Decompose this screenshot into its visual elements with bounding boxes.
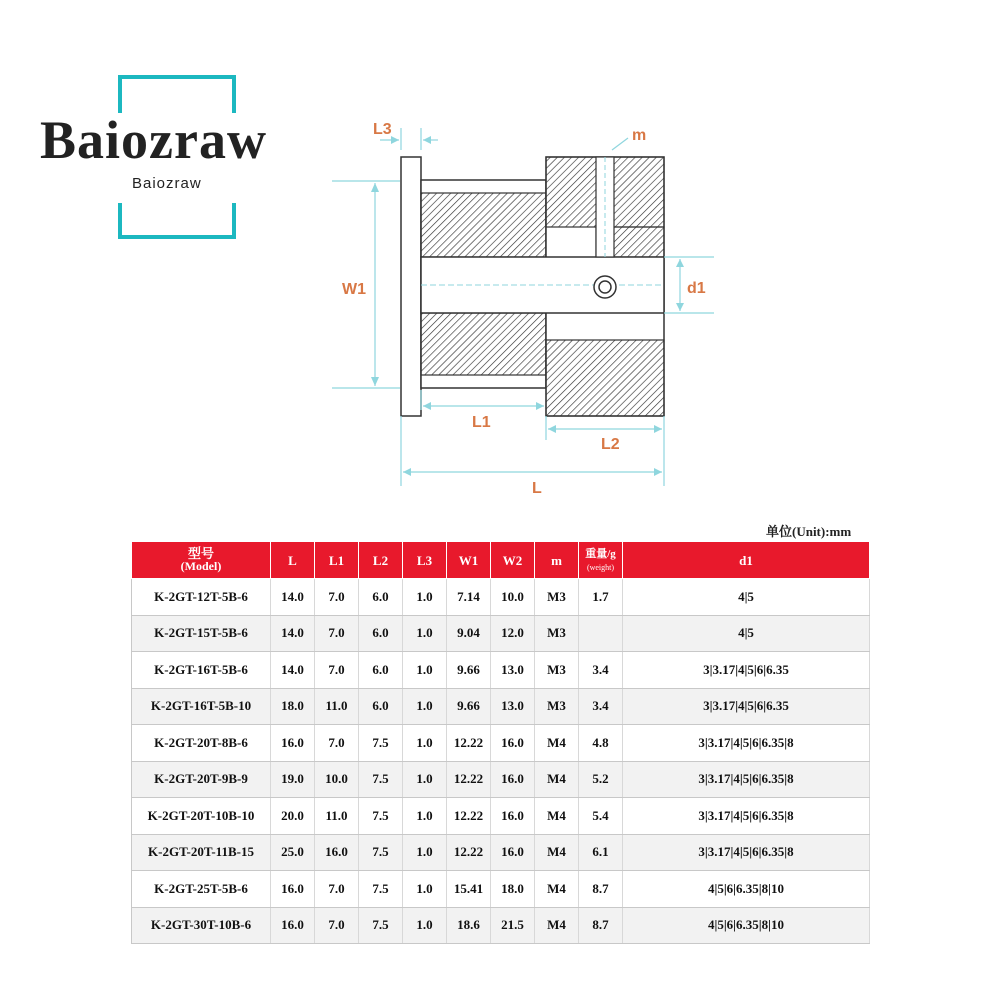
- cell-w1: 9.66: [447, 688, 491, 725]
- cell-l3: 1.0: [403, 688, 447, 725]
- cell-l3: 1.0: [403, 798, 447, 835]
- header-weight-en: (weight): [586, 563, 615, 572]
- col-header-weight: [579, 542, 623, 579]
- cell-l: 14.0: [271, 579, 315, 616]
- cell-m: M4: [535, 871, 579, 908]
- cell-l2: 7.5: [359, 871, 403, 908]
- cell-w2: 18.0: [491, 871, 535, 908]
- cell-l: 20.0: [271, 798, 315, 835]
- dim-label-l3: L3: [373, 121, 392, 138]
- cell-m: M3: [535, 615, 579, 652]
- cell-l1: 7.0: [315, 615, 359, 652]
- cell-l: 16.0: [271, 725, 315, 762]
- table-row: [132, 871, 870, 908]
- cell-model: K-2GT-20T-10B-10: [132, 798, 271, 835]
- cell-w1: 12.22: [447, 761, 491, 798]
- cell-l1: 7.0: [315, 579, 359, 616]
- table-row: [132, 761, 870, 798]
- cell-model: K-2GT-16T-5B-10: [132, 688, 271, 725]
- cell-m: M4: [535, 725, 579, 762]
- header-weight-cn: 重量/g: [585, 548, 616, 560]
- cell-l2: 6.0: [359, 615, 403, 652]
- cell-model: K-2GT-15T-5B-6: [132, 615, 271, 652]
- cell-model: K-2GT-25T-5B-6: [132, 871, 271, 908]
- cell-l3: 1.0: [403, 871, 447, 908]
- cell-l3: 1.0: [403, 907, 447, 944]
- cell-l2: 7.5: [359, 761, 403, 798]
- cell-w2: 16.0: [491, 798, 535, 835]
- cell-l1: 7.0: [315, 652, 359, 689]
- header-model-en: (Model): [180, 559, 222, 573]
- table-row: [132, 907, 870, 944]
- spec-table-body: [132, 579, 870, 944]
- cell-l3: 1.0: [403, 725, 447, 762]
- cell-w2: 12.0: [491, 615, 535, 652]
- unit-label: 单位(Unit):mm: [766, 524, 852, 539]
- cell-w1: 9.04: [447, 615, 491, 652]
- brand-name: Baiozraw: [40, 110, 267, 170]
- cell-d1: 4|5|6|6.35|8|10: [623, 871, 870, 908]
- cell-l2: 6.0: [359, 652, 403, 689]
- cell-l3: 1.0: [403, 579, 447, 616]
- brand-tagline: Baiozraw: [132, 175, 202, 192]
- cell-w2: 13.0: [491, 652, 535, 689]
- cell-l1: 7.0: [315, 725, 359, 762]
- cell-d1: 4|5|6|6.35|8|10: [623, 907, 870, 944]
- cell-w2: 16.0: [491, 761, 535, 798]
- cell-l2: 7.5: [359, 834, 403, 871]
- table-row: [132, 725, 870, 762]
- pulley-drawing: [320, 110, 740, 495]
- col-header-w1: W1: [447, 542, 491, 579]
- cell-w2: 21.5: [491, 907, 535, 944]
- dim-label-l1: L1: [472, 414, 491, 431]
- cell-l: 14.0: [271, 615, 315, 652]
- cell-w1: 12.22: [447, 834, 491, 871]
- table-row: [132, 652, 870, 689]
- cell-l3: 1.0: [403, 834, 447, 871]
- col-header-m: m: [535, 542, 579, 579]
- cell-weight: 8.7: [579, 871, 623, 908]
- cell-l: 18.0: [271, 688, 315, 725]
- cell-weight: 5.4: [579, 798, 623, 835]
- cell-weight: 5.2: [579, 761, 623, 798]
- col-header-l1: L1: [315, 542, 359, 579]
- cell-l1: 7.0: [315, 907, 359, 944]
- col-header-d1: d1: [623, 542, 870, 579]
- cell-model: K-2GT-20T-11B-15: [132, 834, 271, 871]
- table-row: [132, 798, 870, 835]
- flange-plate: [401, 157, 421, 416]
- cell-l: 16.0: [271, 871, 315, 908]
- col-header-l2: L2: [359, 542, 403, 579]
- cell-d1: 3|3.17|4|5|6|6.35|8: [623, 725, 870, 762]
- table-row: [132, 615, 870, 652]
- cell-w1: 12.22: [447, 798, 491, 835]
- cell-l1: 10.0: [315, 761, 359, 798]
- cell-l2: 6.0: [359, 579, 403, 616]
- dim-label-w1: W1: [342, 281, 366, 298]
- cell-l1: 7.0: [315, 871, 359, 908]
- cell-l1: 16.0: [315, 834, 359, 871]
- cell-m: M3: [535, 652, 579, 689]
- cell-l2: 7.5: [359, 907, 403, 944]
- cell-l: 14.0: [271, 652, 315, 689]
- cell-model: K-2GT-16T-5B-6: [132, 652, 271, 689]
- col-header-l3: L3: [403, 542, 447, 579]
- col-header-model: [132, 542, 271, 579]
- cell-l3: 1.0: [403, 652, 447, 689]
- cell-l2: 6.0: [359, 688, 403, 725]
- header-model-cn: 型号: [187, 546, 214, 561]
- cell-w1: 15.41: [447, 871, 491, 908]
- cell-l3: 1.0: [403, 615, 447, 652]
- cell-m: M4: [535, 907, 579, 944]
- cell-d1: 3|3.17|4|5|6|6.35|8: [623, 761, 870, 798]
- cell-l1: 11.0: [315, 688, 359, 725]
- cell-weight: 1.7: [579, 579, 623, 616]
- cell-weight: 8.7: [579, 907, 623, 944]
- cell-d1: 3|3.17|4|5|6|6.35: [623, 688, 870, 725]
- cell-l: 19.0: [271, 761, 315, 798]
- cell-weight: 4.8: [579, 725, 623, 762]
- cell-m: M4: [535, 834, 579, 871]
- dim-label-d1: d1: [687, 280, 706, 297]
- spec-table: [131, 541, 870, 944]
- cell-weight: 6.1: [579, 834, 623, 871]
- cell-model: K-2GT-20T-9B-9: [132, 761, 271, 798]
- cell-w1: 7.14: [447, 579, 491, 616]
- cell-l2: 7.5: [359, 725, 403, 762]
- cell-l1: 11.0: [315, 798, 359, 835]
- cell-l2: 7.5: [359, 798, 403, 835]
- cell-d1: 3|3.17|4|5|6|6.35|8: [623, 798, 870, 835]
- cell-w1: 9.66: [447, 652, 491, 689]
- col-header-w2: W2: [491, 542, 535, 579]
- screw-circle-inner: [599, 281, 611, 293]
- dim-label-l2: L2: [601, 436, 620, 453]
- cell-d1: 4|5: [623, 579, 870, 616]
- cell-w1: 12.22: [447, 725, 491, 762]
- table-header-row: [132, 542, 870, 579]
- dim-label-l: L: [532, 480, 542, 495]
- cell-d1: 4|5: [623, 615, 870, 652]
- cell-model: K-2GT-12T-5B-6: [132, 579, 271, 616]
- cell-weight: [579, 615, 623, 652]
- cell-w2: 16.0: [491, 834, 535, 871]
- cell-w2: 13.0: [491, 688, 535, 725]
- cell-m: M4: [535, 761, 579, 798]
- cell-l3: 1.0: [403, 761, 447, 798]
- table-row: [132, 688, 870, 725]
- cell-w2: 10.0: [491, 579, 535, 616]
- cell-model: K-2GT-20T-8B-6: [132, 725, 271, 762]
- cell-m: M3: [535, 688, 579, 725]
- cell-d1: 3|3.17|4|5|6|6.35: [623, 652, 870, 689]
- cell-l: 16.0: [271, 907, 315, 944]
- cell-d1: 3|3.17|4|5|6|6.35|8: [623, 834, 870, 871]
- cell-w2: 16.0: [491, 725, 535, 762]
- table-row: [132, 579, 870, 616]
- cell-weight: 3.4: [579, 652, 623, 689]
- dim-label-m: m: [632, 127, 647, 144]
- cell-w1: 18.6: [447, 907, 491, 944]
- cell-weight: 3.4: [579, 688, 623, 725]
- col-header-l: L: [271, 542, 315, 579]
- cell-m: M3: [535, 579, 579, 616]
- table-row: [132, 834, 870, 871]
- cell-m: M4: [535, 798, 579, 835]
- cell-model: K-2GT-30T-10B-6: [132, 907, 271, 944]
- cell-l: 25.0: [271, 834, 315, 871]
